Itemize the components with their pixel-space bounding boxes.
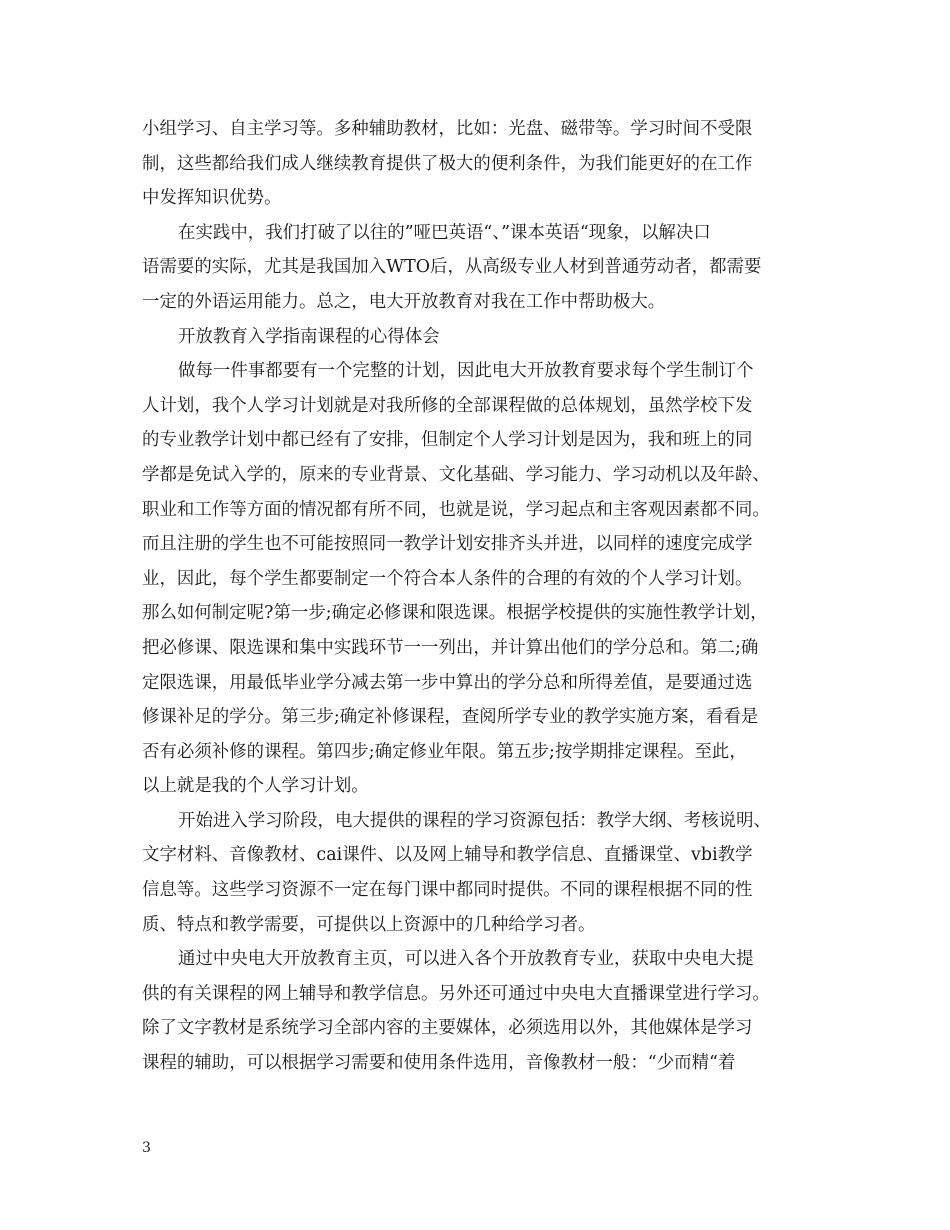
text-line: 业，因此，每个学生都要制定一个符合本人条件的合理的有效的个人学习计划。 xyxy=(142,568,753,589)
text-line: 信息等。这些学习资源不一定在每门课中都同时提供。不同的课程根据不同的性 xyxy=(142,880,753,901)
text-line: 那么如何制定呢?第一步;确定必修课和限选课。根据学校提供的实施性教学计划， xyxy=(142,603,768,624)
text-line: 否有必须补修的课程。第四步;确定修业年限。第五步;按学期排定课程。至此， xyxy=(142,741,747,762)
text-line: 以上就是我的个人学习计划。 xyxy=(142,776,369,797)
text-line: 中发挥知识优势。 xyxy=(142,188,282,209)
text-line: 小组学习、自主学习等。多种辅助教材，比如：光盘、磁带等。学习时间不受限 xyxy=(142,119,753,139)
text-line: 通过中央电大开放教育主页，可以进入各个开放教育专业，获取中央电大提 xyxy=(178,949,754,970)
text-line: 文字材料、音像教材、cai课件、以及网上辅导和教学信息、直播课堂、vbi教学 xyxy=(142,845,753,866)
text-line: 制，这些都给我们成人继续教育提供了极大的便利条件，为我们能更好的在工作 xyxy=(142,153,753,174)
text-line: 人计划，我个人学习计划就是对我所修的全部课程做的总体规划，虽然学校下发 xyxy=(142,395,753,416)
text-line: 供的有关课程的网上辅导和教学信息。另外还可通过中央电大直播课堂进行学习。 xyxy=(142,983,770,1004)
page-number: 3 xyxy=(142,1140,151,1156)
text-line: 把必修课、限选课和集中实践环节一一列出，并计算出他们的学分总和。第二;确 xyxy=(142,637,759,658)
text-line: 的专业教学计划中都已经有了安排，但制定个人学习计划是因为，我和班上的同 xyxy=(142,430,753,451)
text-line: 开放教育入学指南课程的心得体会 xyxy=(178,326,440,347)
text-line: 职业和工作等方面的情况都有所不同，也就是说，学习起点和主客观因素都不同。 xyxy=(142,499,770,520)
text-line: 语需要的实际，尤其是我国加入WTO后，从高级专业人材到普通劳动者，都需要 xyxy=(142,257,762,278)
text-line: 定限选课，用最低毕业学分减去第一步中算出的学分总和所得差值，是要通过选 xyxy=(142,672,753,693)
text-line: 除了文字教材是系统学习全部内容的主要媒体，必须选用以外，其他媒体是学习 xyxy=(142,1018,753,1039)
text-line: 学都是免试入学的，原来的专业背景、文化基础、学习能力、学习动机以及年龄、 xyxy=(142,464,770,485)
text-line: 一定的外语运用能力。总之，电大开放教育对我在工作中帮助极大。 xyxy=(142,291,666,312)
text-line: 质、特点和教学需要，可提供以上资源中的几种给学习者。 xyxy=(142,914,596,935)
text-line: 做每一件事都要有一个完整的计划，因此电大开放教育要求每个学生制订个 xyxy=(178,361,754,382)
text-line: 在实践中，我们打破了以往的”哑巴英语“、”课本英语“现象，以解决口 xyxy=(178,222,711,243)
text-line: 而且注册的学生也不可能按照同一教学计划安排齐头并进，以同样的速度完成学 xyxy=(142,534,753,555)
text-line: 开始进入学习阶段，电大提供的课程的学习资源包括：教学大纲、考核说明、 xyxy=(178,810,771,831)
text-line: 修课补足的学分。第三步;确定补修课程，查阅所学专业的教学实施方案，看看是 xyxy=(142,707,759,728)
body-text xyxy=(142,112,812,1081)
text-line: 课程的辅助，可以根据学习需要和使用条件选用，音像教材一般：“少而精“着 xyxy=(142,1053,736,1074)
